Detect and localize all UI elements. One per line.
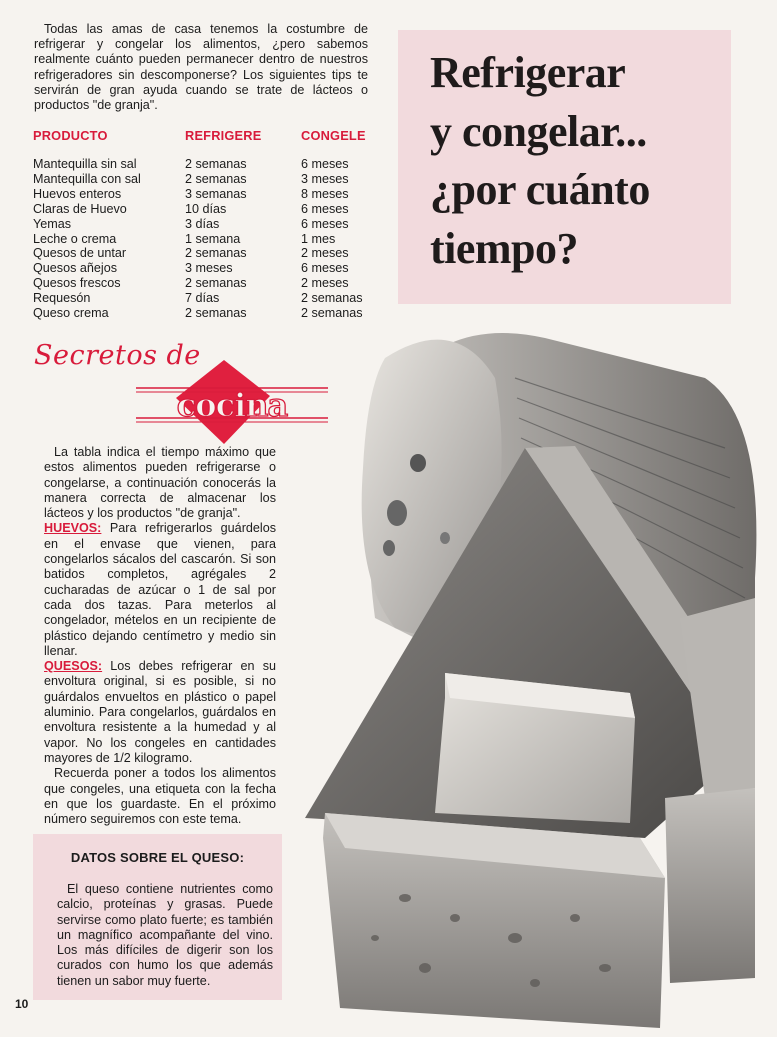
refrigere-cell: 2 semanas <box>185 171 247 186</box>
producto-cell: Quesos añejos <box>33 261 118 276</box>
datos-heading: DATOS SOBRE EL QUESO: <box>70 850 245 865</box>
table-header-row <box>33 128 373 157</box>
congele-cell: 2 semanas <box>301 291 363 306</box>
table-row <box>33 246 373 261</box>
huevos-label: HUEVOS: <box>44 521 102 536</box>
storage-table <box>33 128 373 321</box>
refrigere-cell: 1 semana <box>185 231 241 246</box>
producto-cell: Mantequilla sin sal <box>33 157 137 171</box>
body-paragraph-quesos <box>44 659 276 766</box>
page-title <box>430 44 730 278</box>
table-row <box>33 157 373 172</box>
refrigere-cell: 2 semanas <box>185 306 247 321</box>
congele-cell: 2 semanas <box>301 306 363 321</box>
title-line-2: y congelar... <box>430 106 647 156</box>
refrigere-cell: 7 días <box>185 291 220 306</box>
table-row <box>33 232 373 247</box>
cheese-photo <box>285 318 760 1030</box>
huevos-text: Para refrigerarlos guárdelos en el envase que vienen, para congelarlos sácalos del cascarón. Si son batidos completos, agrégales 2 cucharadas de azúcar o 1 de sal por cada dos tazas. Para meterlos al congelador, mételos en un recipiente de plástico dejando centímetro y medio sin llenar. <box>44 521 276 658</box>
secretos-script-logo: Secretos de <box>34 340 201 371</box>
congele-cell: 6 meses <box>301 216 349 231</box>
congele-cell: 8 meses <box>301 186 349 201</box>
title-line-4: tiempo? <box>430 223 579 273</box>
article-body <box>44 445 276 827</box>
producto-cell: Leche o crema <box>33 231 117 246</box>
refrigere-cell: 3 semanas <box>185 186 247 201</box>
intro-paragraph: Todas las amas de casa tenemos la costumbre de refrigerar y congelar los alimentos, ¿pero sabemos realmente cuánto pueden permanecer dentro de nuestros refrigeradores sin descomponerse? Los siguientes tips te servirán de gran ayuda cuando se trate de lácteos o productos "de granja". <box>34 22 368 113</box>
producto-cell: Claras de Huevo <box>33 201 127 216</box>
page-number: 10 <box>15 997 29 1011</box>
congele-cell: 6 meses <box>301 201 349 216</box>
quesos-label: QUESOS: <box>44 659 103 674</box>
producto-cell: Quesos de untar <box>33 246 127 261</box>
title-line-3: ¿por cuánto <box>430 165 650 214</box>
congele-cell: 3 meses <box>301 171 349 186</box>
producto-cell: Quesos frescos <box>33 276 121 291</box>
column-header-producto: PRODUCTO <box>33 128 108 143</box>
datos-text: El queso contiene nutrientes como calcio, proteínas y grasas. Puede servirse como plato fuerte; es también un magnífico acompañante del vino. Los más difíciles de digerir son los curados con humo los que además tienen un sabor muy fuerte. <box>57 882 273 988</box>
producto-cell: Requesón <box>33 291 91 306</box>
table-row <box>33 291 373 306</box>
congele-cell: 2 meses <box>301 246 349 261</box>
producto-cell: Mantequilla con sal <box>33 171 141 186</box>
congele-cell: 2 meses <box>301 276 349 291</box>
producto-cell: Queso crema <box>33 306 109 321</box>
body-paragraph-recuerda: Recuerda poner a todos los alimentos que congeles, una etiqueta con la fecha en que los guardaste. En el próximo número seguiremos con este tema. <box>44 766 276 827</box>
producto-cell: Yemas <box>33 216 72 231</box>
title-line-1: Refrigerar <box>430 48 626 97</box>
table-row <box>33 276 373 291</box>
column-header-refrigere: REFRIGERE <box>185 128 262 143</box>
body-paragraph-huevos <box>44 521 276 659</box>
refrigere-cell: 2 semanas <box>185 246 247 261</box>
refrigere-cell: 3 meses <box>185 261 233 276</box>
table-body <box>33 157 373 321</box>
congele-cell: 6 meses <box>301 261 349 276</box>
refrigere-cell: 2 semanas <box>185 157 247 171</box>
quesos-text: Los debes refrigerar en su envoltura original, si es posible, si no guárdalos envueltos en plástico o papel aluminio. Para congelarlos, guárdalos en envoltura resistente a la humedad y al vapor. No los congeles en cantidades mayores de 1/2 kilogramo. <box>44 659 276 765</box>
refrigere-cell: 3 días <box>185 216 220 231</box>
table-row <box>33 187 373 202</box>
datos-queso-box <box>33 834 282 1000</box>
table-row <box>33 261 373 276</box>
cocina-word: cocina <box>176 386 288 424</box>
congele-cell: 6 meses <box>301 157 349 171</box>
refrigere-cell: 10 días <box>185 201 227 216</box>
body-paragraph-intro: La tabla indica el tiempo máximo que estos alimentos pueden refrigerarse o congelarse, a continuación conocerás la manera correcta de almacenar los lácteos y los productos "de granja". <box>44 445 276 521</box>
title-box <box>398 30 731 304</box>
column-header-congele: CONGELE <box>301 128 366 143</box>
table-row <box>33 217 373 232</box>
table-row <box>33 172 373 187</box>
refrigere-cell: 2 semanas <box>185 276 247 291</box>
congele-cell: 1 mes <box>301 231 336 246</box>
producto-cell: Huevos enteros <box>33 186 122 201</box>
table-row <box>33 202 373 217</box>
